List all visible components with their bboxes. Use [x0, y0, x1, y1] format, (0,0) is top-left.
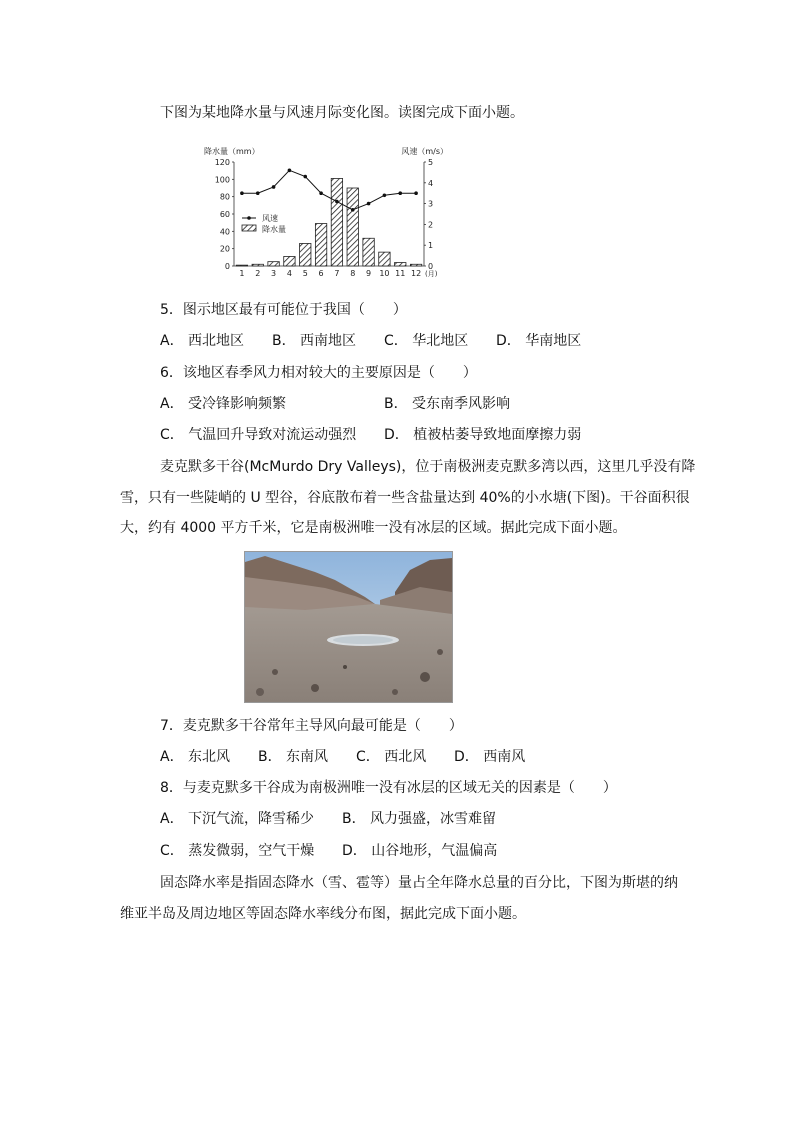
q5-option-b[interactable]: B． 西南地区: [272, 333, 357, 349]
q8-option-a[interactable]: A． 下沉气流，降雪稀少: [160, 811, 315, 827]
x-tick-label: 1: [239, 269, 245, 278]
y2-tick-label: 2: [428, 220, 434, 230]
x-axis-unit: (月): [425, 270, 438, 278]
x-tick-label: 3: [271, 269, 277, 278]
wind-point: [256, 191, 260, 195]
q5-option-d[interactable]: D． 华南地区: [496, 333, 582, 349]
q7-option-d[interactable]: D． 西南风: [454, 749, 526, 765]
y-axis-title: 降水量（mm）: [204, 147, 260, 156]
q5-option-a[interactable]: A． 西北地区: [160, 333, 245, 349]
q7-option-c[interactable]: C． 西北风: [356, 749, 427, 765]
precip-bar: [410, 264, 421, 266]
passage-3-line-1: 固态降水率是指固态降水（雪、雹等）量占全年降水总量的百分比，下图为斯堪的纳: [160, 875, 678, 891]
passage-2-line-3: 大，约有 4000 平方千米，它是南极洲唯一没有冰层的区域。据此完成下面小题。: [120, 520, 627, 536]
x-tick-label: 7: [334, 269, 340, 278]
q8-stem: 8．与麦克默多干谷成为南极洲唯一没有冰层的区域无关的因素是（ ）: [160, 780, 617, 796]
legend-wind-label: 风速: [262, 214, 278, 223]
x-tick-label: 5: [302, 269, 308, 278]
precip-bar: [300, 243, 311, 266]
x-tick-label: 2: [255, 269, 261, 278]
precip-bar: [395, 263, 406, 266]
wind-line: [242, 170, 416, 210]
wind-point: [398, 191, 402, 195]
y-tick-label: 0: [224, 262, 230, 271]
y-tick-label: 20: [219, 244, 230, 254]
q7-option-b[interactable]: B． 东南风: [258, 749, 329, 765]
precip-bar: [363, 238, 374, 266]
q7-option-a[interactable]: A． 东北风: [160, 749, 231, 765]
legend-bar-swatch: [242, 225, 256, 231]
q6-option-c[interactable]: C． 气温回升导致对流运动强烈: [160, 427, 357, 443]
precip-bar: [331, 178, 342, 266]
x-tick-label: 4: [286, 269, 292, 278]
q7-stem: 7．麦克默多干谷常年主导风向最可能是（ ）: [160, 718, 463, 734]
q6-option-b[interactable]: B． 受东南季风影响: [384, 396, 511, 412]
q6-option-a[interactable]: A． 受冷锋影响频繁: [160, 396, 287, 412]
q5-stem: 5．图示地区最有可能位于我国（ ）: [160, 302, 407, 318]
wind-point: [335, 200, 339, 204]
x-tick-label: 11: [395, 269, 406, 278]
y2-tick-label: 1: [428, 241, 434, 251]
precip-bar: [347, 188, 358, 266]
precip-bar: [284, 256, 295, 266]
precip-bar: [236, 265, 247, 266]
q5-option-c[interactable]: C． 华北地区: [384, 333, 469, 349]
x-tick-label: 6: [318, 269, 324, 278]
wind-point: [240, 191, 244, 195]
q8-option-d[interactable]: D． 山谷地形，气温偏高: [342, 843, 498, 859]
x-tick-label: 10: [379, 269, 390, 278]
x-tick-label: 9: [366, 269, 372, 278]
q6-stem: 6．该地区春季风力相对较大的主要原因是（ ）: [160, 365, 477, 381]
precip-bar: [315, 224, 326, 266]
wind-point: [383, 193, 387, 197]
y2-axis-title: 风速（m/s）: [401, 147, 448, 156]
q6-option-d[interactable]: D． 植被枯萎导致地面摩擦力弱: [384, 427, 582, 443]
precip-bar: [252, 264, 263, 266]
y-tick-label: 60: [219, 210, 230, 219]
wind-point: [272, 185, 276, 189]
wind-point: [351, 208, 355, 212]
wind-point: [288, 169, 292, 173]
precip-bar: [379, 252, 390, 266]
wind-point: [367, 202, 371, 206]
y2-tick-label: 5: [428, 158, 434, 167]
x-tick-label: 12: [410, 269, 422, 278]
y-tick-label: 40: [219, 227, 230, 237]
x-tick-label: 8: [350, 269, 356, 278]
y-tick-label: 80: [219, 192, 230, 202]
dry-valley-photo: [244, 551, 453, 703]
passage-2-line-1: 麦克默多干谷(McMurdo Dry Valleys)，位于南极洲麦克默多湾以西，这里几乎没有降: [160, 459, 696, 475]
y2-tick-label: 3: [428, 199, 434, 209]
precip-wind-chart: [198, 144, 454, 284]
passage-3-line-2: 维亚半岛及周边地区等固态降水率线分布图，据此完成下面小题。: [120, 906, 526, 922]
precip-bar: [268, 262, 279, 266]
wind-point: [414, 191, 418, 195]
passage-2-line-2: 雪，只有一些陡峭的 U 型谷，谷底散布着一些含盐量达到 40%的小水塘(下图)。干谷面积很: [120, 490, 690, 506]
y-tick-label: 120: [214, 158, 230, 167]
y2-tick-label: 0: [428, 262, 434, 271]
q8-option-b[interactable]: B． 风力强盛，冰雪难留: [342, 811, 497, 827]
legend-line-dot: [247, 216, 251, 220]
wind-point: [303, 175, 307, 179]
wind-point: [319, 191, 323, 195]
q8-option-c[interactable]: C． 蒸发微弱，空气干燥: [160, 843, 315, 859]
y-tick-label: 100: [214, 175, 230, 185]
intro-text: 下图为某地降水量与风速月际变化图。读图完成下面小题。: [160, 105, 524, 121]
legend-precip-label: 降水量: [262, 225, 286, 234]
y2-tick-label: 4: [428, 178, 434, 188]
